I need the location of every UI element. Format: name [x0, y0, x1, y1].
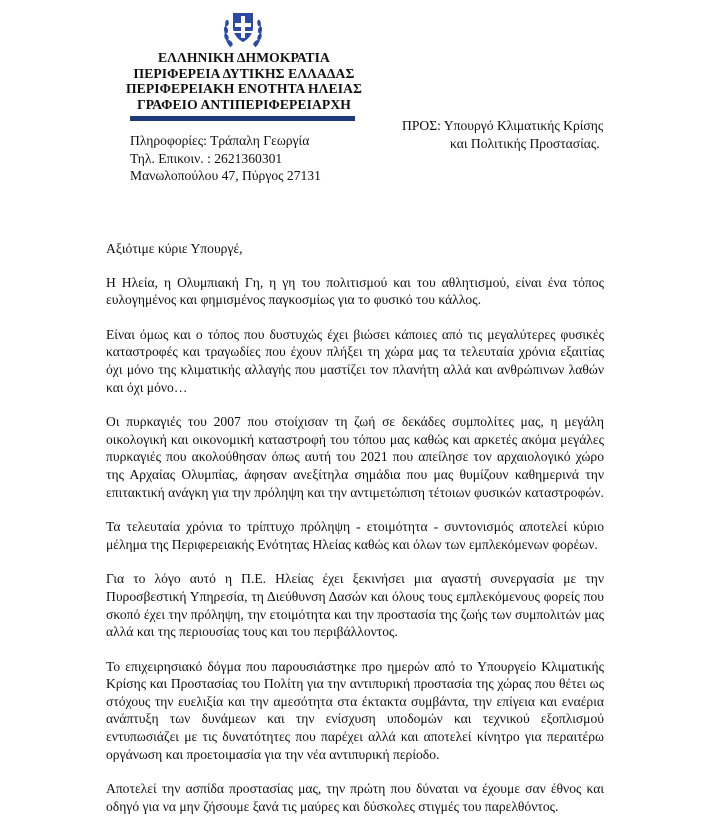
paragraph-2: Είναι όμως και ο τόπος που δυστυχώς έχει βιώσει κάποιες από τις μεγαλύτερες φυσικές καταστροφές και τραγωδίες που έχουν πλήξει τη χώρα μας τα τελευταία χρόνια εξαιτίας όχι μόνο της κλιματικής αλλαγής που μαστίζει τον πλανήτη αλλά και ανθρώπινων λαθών και όχι μόνο…	[106, 326, 604, 395]
contact-address: Μανωλοπούλου 47, Πύργος 27131	[130, 168, 321, 183]
contact-person: Πληροφορίες: Τράπαλη Γεωργία	[130, 133, 310, 148]
paragraph-3: Οι πυρκαγιές του 2007 που στοίχισαν τη ζωή σε δεκάδες συμπολίτες μας, η μεγάλη οικολογική και οικονομική καταστροφή του τόπου μας καθώς και αρκετές ακόμα μεγάλες πυρκαγιές που ακολούθησαν όπως αυτή του 2021 που απείλησε τον αρχαιολογικό χώρο της Αρχαίας Ολυμπίας, άφησαν ανεξίτηλα σημάδια που μας θυμίζουν καθημερινά την επιτακτική ανάγκη για την πρόληψη και την αντιμετώπιση τέτοιων φυσικών καταστροφών.	[106, 414, 604, 500]
paragraph-1: Η Ηλεία, η Ολυμπιακή Γη, η γη του πολιτισμού και του αθλητισμού, είναι ένα τόπος ευλογημένος και φημισμένος παγκοσμίως για το φυσικό του κάλλος.	[106, 274, 604, 308]
salutation: Αξιότιμε κύριε Υπουργέ,	[106, 241, 243, 256]
organization-header	[0, 50, 488, 112]
org-line-region: ΠΕΡΙΦΕΡΕΙΑ ΔΥΤΙΚΗΣ ΕΛΛΑΔΑΣ	[133, 65, 355, 81]
recipient-line-1: ΠΡΟΣ: Υπουργό Κλιματικής Κρίσης	[402, 118, 604, 133]
paragraph-6: Το επιχειρησιακό δόγμα που παρουσιάστηκε προ ημερών από το Υπουργείο Κλιματικής Κρίσης και Προστασίας του Πολίτη για την αντιπυρική προστασία της χώρας που θέτει ως στόχους την ευελιξία και την αμεσότητα στα έκτακτα συμβάντα, την επίγεια και εναέρια ανάπτυξη των δυνάμεων και την ενίσχυση υποδομών και τεχνικού εξοπλισμού εντυπωσιάζει με τις δυνατότητες που παρέχει αλλά και αποτελεί κίνητρο για περαιτέρω οργάνωση και προετοιμασία για την νέα αντιπυρική περίοδο.	[106, 658, 604, 762]
org-line-regional-unit: ΠΕΡΙΦΕΡΕΙΑΚΗ ΕΝΟΤΗΤΑ ΗΛΕΙΑΣ	[126, 81, 362, 96]
letter-body	[106, 240, 604, 832]
paragraph-5: Για το λόγο αυτό η Π.Ε. Ηλείας έχει ξεκινήσει μια αγαστή συνεργασία με την Πυροσβεστική Υπηρεσία, τη Διεύθυνση Δασών και όλους τους εμπλεκόμενους φορείς που σκοπό έχει την πρόληψη, την ετοιμότητα και την προστασία της ζωής των συμπολιτών μας αλλά και της περιουσίας τους και του περιβάλλοντος.	[106, 571, 604, 640]
hellenic-republic-emblem-icon	[223, 7, 263, 49]
org-line-office: ΓΡΑΦΕΙΟ ΑΝΤΙΠΕΡΙΦΕΡΕΙΑΡΧΗ	[137, 96, 351, 112]
paragraph-7: Αποτελεί την ασπίδα προστασίας μας, την πρώτη που δύναται να έχουμε σαν έθνος και οδηγό για να μην ζήσουμε ξανά τις μαύρες και δύσκολες στιγμές του παρελθόντος.	[106, 781, 604, 814]
contact-phone: Τηλ. Επικοιν. : 2621360301	[130, 150, 283, 166]
recipient-block	[402, 117, 603, 152]
recipient-line-2: και Πολιτικής Προστασίας.	[450, 135, 600, 151]
contact-info	[130, 132, 321, 185]
org-line-republic: ΕΛΛΗΝΙΚΗ ΔΗΜΟΚΡΑΤΙΑ	[158, 50, 330, 65]
header-divider	[130, 116, 355, 121]
paragraph-4: Τα τελευταία χρόνια το τρίπτυχο πρόληψη - ετοιμότητα - συντονισμός αποτελεί κύριο μέλημα της Περιφερειακής Ενότητας Ηλείας καθώς και όλων των εμπλεκόμενων φορέων.	[106, 519, 604, 552]
